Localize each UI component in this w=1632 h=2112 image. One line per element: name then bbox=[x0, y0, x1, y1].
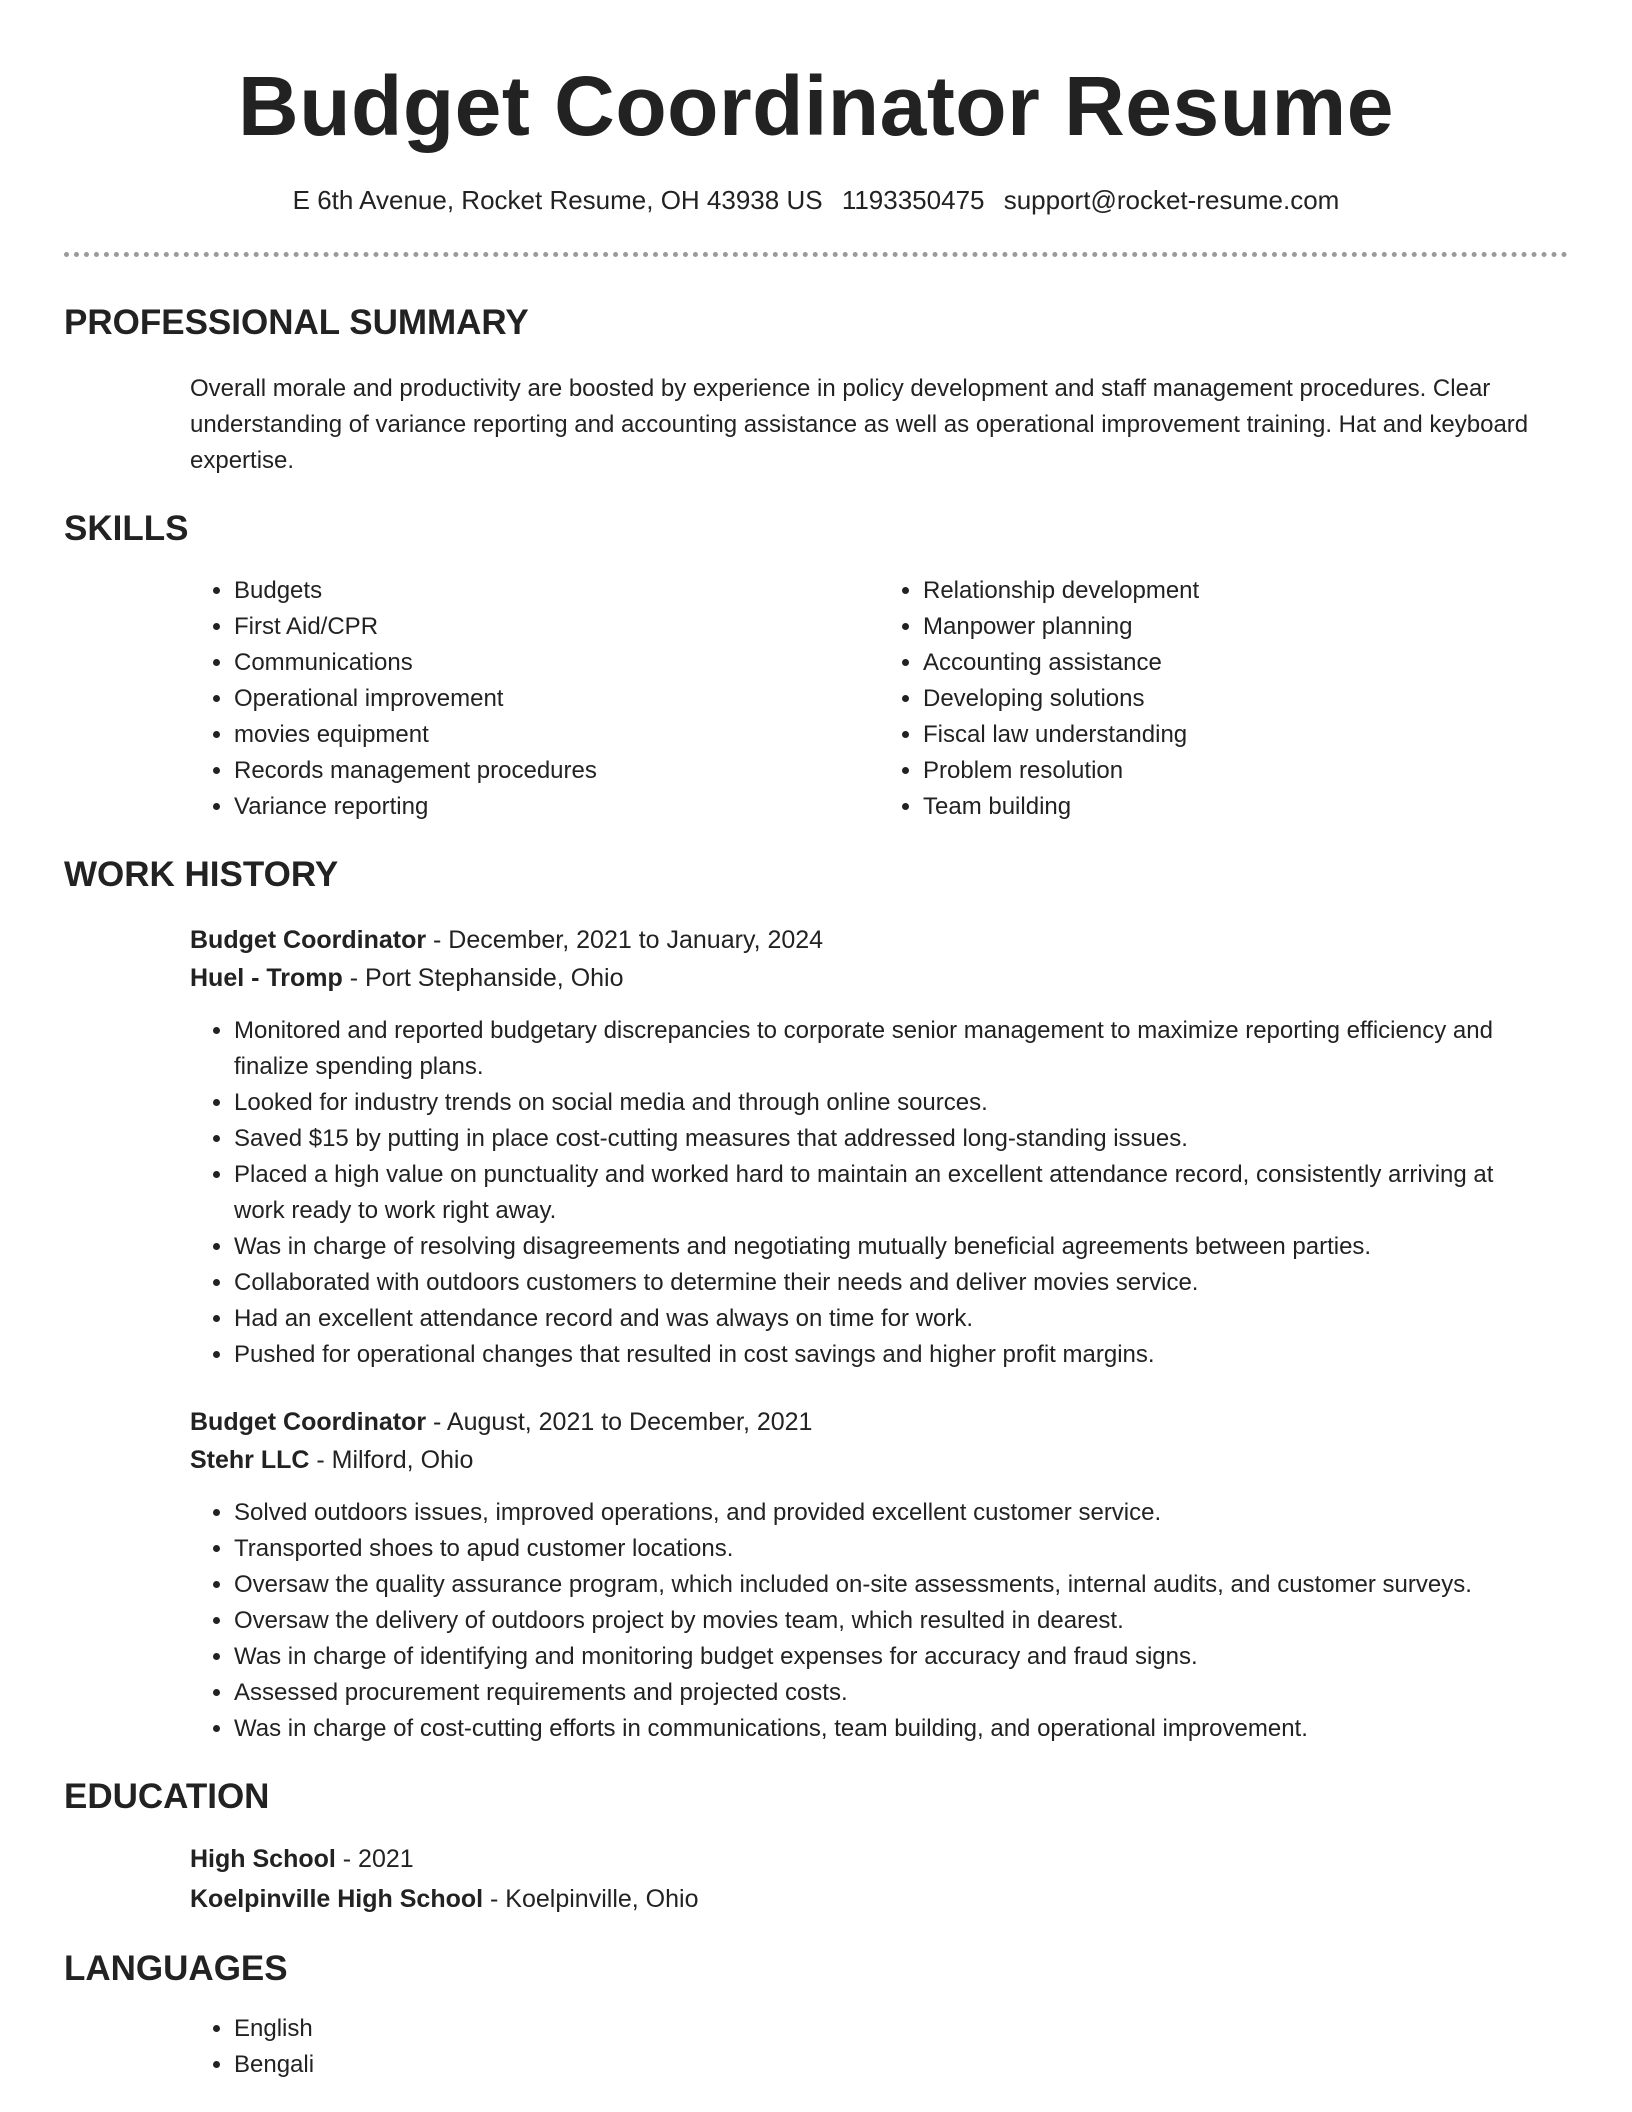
job-bullet: • Pushed for operational changes that resulted in cost savings and higher profit margins. bbox=[234, 1337, 1548, 1373]
job-bullet: • Was in charge of identifying and monitoring budget expenses for accuracy and fraud signs. bbox=[234, 1639, 1548, 1675]
job-bullets bbox=[64, 1013, 1568, 1373]
skill-item: • Team building bbox=[923, 789, 1568, 825]
language-item: • English bbox=[234, 2011, 1568, 2047]
education-year: - 2021 bbox=[335, 1845, 414, 1873]
job-title: Budget Coordinator bbox=[190, 926, 427, 954]
education-degree: High School bbox=[190, 1845, 336, 1873]
summary-heading: PROFESSIONAL SUMMARY bbox=[64, 303, 529, 342]
job-company: Stehr LLC bbox=[190, 1446, 310, 1474]
job-dates: - August, 2021 to December, 2021 bbox=[426, 1408, 813, 1436]
languages-heading: LANGUAGES bbox=[64, 1949, 288, 1988]
education-heading: EDUCATION bbox=[64, 1777, 270, 1816]
education-entry bbox=[64, 1839, 1568, 1919]
education-school-line bbox=[190, 1879, 1568, 1919]
summary-section bbox=[64, 301, 1568, 479]
skill-item: • Fiscal law understanding bbox=[923, 717, 1568, 753]
work-section bbox=[64, 853, 1568, 1747]
job-bullet: • Collaborated with outdoors customers to determine their needs and deliver movies service. bbox=[234, 1265, 1548, 1301]
skill-item: • Records management procedures bbox=[234, 753, 879, 789]
job-company: Huel - Tromp bbox=[190, 964, 343, 992]
job-entry bbox=[64, 921, 1568, 997]
skills-section bbox=[64, 507, 1568, 825]
skill-item: • First Aid/CPR bbox=[234, 609, 879, 645]
job-bullet: • Oversaw the delivery of outdoors project by movies team, which resulted in dearest. bbox=[234, 1603, 1548, 1639]
job-bullet: • Oversaw the quality assurance program, which included on-site assessments, internal audits, and customer surveys. bbox=[234, 1567, 1548, 1603]
skills-list-left bbox=[190, 573, 879, 825]
job-bullet: • Looked for industry trends on social media and through online sources. bbox=[234, 1085, 1548, 1121]
job-company-line bbox=[190, 1441, 1568, 1479]
skills-heading: SKILLS bbox=[64, 509, 189, 548]
skill-item: • Problem resolution bbox=[923, 753, 1568, 789]
work-heading: WORK HISTORY bbox=[64, 855, 339, 894]
contact-address: E 6th Avenue, Rocket Resume, OH 43938 US bbox=[292, 185, 823, 215]
job-bullet: • Monitored and reported budgetary discrepancies to corporate senior management to maximize reporting efficiency and finalize spending plans. bbox=[234, 1013, 1548, 1085]
job-bullet: • Saved $15 by putting in place cost-cutting measures that addressed long-standing issues. bbox=[234, 1121, 1548, 1157]
job-title-line bbox=[190, 921, 1568, 959]
skill-item: • Relationship development bbox=[923, 573, 1568, 609]
job-dates: - December, 2021 to January, 2024 bbox=[426, 926, 824, 954]
language-item: • Bengali bbox=[234, 2047, 1568, 2083]
job-bullets bbox=[64, 1495, 1568, 1747]
skills-columns bbox=[64, 573, 1568, 825]
education-section bbox=[64, 1775, 1568, 1919]
job-company-line bbox=[190, 959, 1568, 997]
job-title: Budget Coordinator bbox=[190, 1408, 427, 1436]
job-bullet: • Assessed procurement requirements and projected costs. bbox=[234, 1675, 1548, 1711]
contact-email: support@rocket-resume.com bbox=[1003, 185, 1340, 215]
languages-section bbox=[64, 1947, 1568, 2083]
job-location: - Port Stephanside, Ohio bbox=[342, 964, 624, 992]
job-title-line bbox=[190, 1403, 1568, 1441]
job-bullet: • Was in charge of cost-cutting efforts in communications, team building, and operational improvement. bbox=[234, 1711, 1548, 1747]
education-school: Koelpinville High School bbox=[190, 1885, 484, 1913]
skill-item: • Variance reporting bbox=[234, 789, 879, 825]
job-bullet: • Placed a high value on punctuality and worked hard to maintain an excellent attendance record, consistently arriving at work ready to work right away. bbox=[234, 1157, 1548, 1229]
skill-item: • Developing solutions bbox=[923, 681, 1568, 717]
education-degree-line bbox=[190, 1839, 1568, 1879]
job-bullet: • Had an excellent attendance record and was always on time for work. bbox=[234, 1301, 1548, 1337]
summary-text: Overall morale and productivity are boosted by experience in policy development and staff management procedures. Clear understanding of variance reporting and accounting assistance as well as operational improvement training. Hat and keyboard expertise. bbox=[190, 375, 1529, 474]
page-title: Budget Coordinator Resume bbox=[238, 59, 1394, 153]
education-location: - Koelpinville, Ohio bbox=[483, 1885, 699, 1913]
job-bullet: • Transported shoes to apud customer locations. bbox=[234, 1531, 1548, 1567]
skills-list-right bbox=[879, 573, 1568, 825]
job-bullet: • Solved outdoors issues, improved operations, and provided excellent customer service. bbox=[234, 1495, 1548, 1531]
job-location: - Milford, Ohio bbox=[309, 1446, 474, 1474]
skill-item: • Operational improvement bbox=[234, 681, 879, 717]
contact-phone: 1193350475 bbox=[841, 185, 985, 215]
languages-list bbox=[64, 2011, 1568, 2083]
skill-item: • Communications bbox=[234, 645, 879, 681]
contact-line bbox=[64, 182, 1568, 218]
skill-item: • movies equipment bbox=[234, 717, 879, 753]
skill-item: • Accounting assistance bbox=[923, 645, 1568, 681]
skill-item: • Manpower planning bbox=[923, 609, 1568, 645]
job-entry bbox=[64, 1403, 1568, 1479]
job-bullet: • Was in charge of resolving disagreements and negotiating mutually beneficial agreements between parties. bbox=[234, 1229, 1548, 1265]
skill-item: • Budgets bbox=[234, 573, 879, 609]
header-divider bbox=[64, 252, 1568, 257]
